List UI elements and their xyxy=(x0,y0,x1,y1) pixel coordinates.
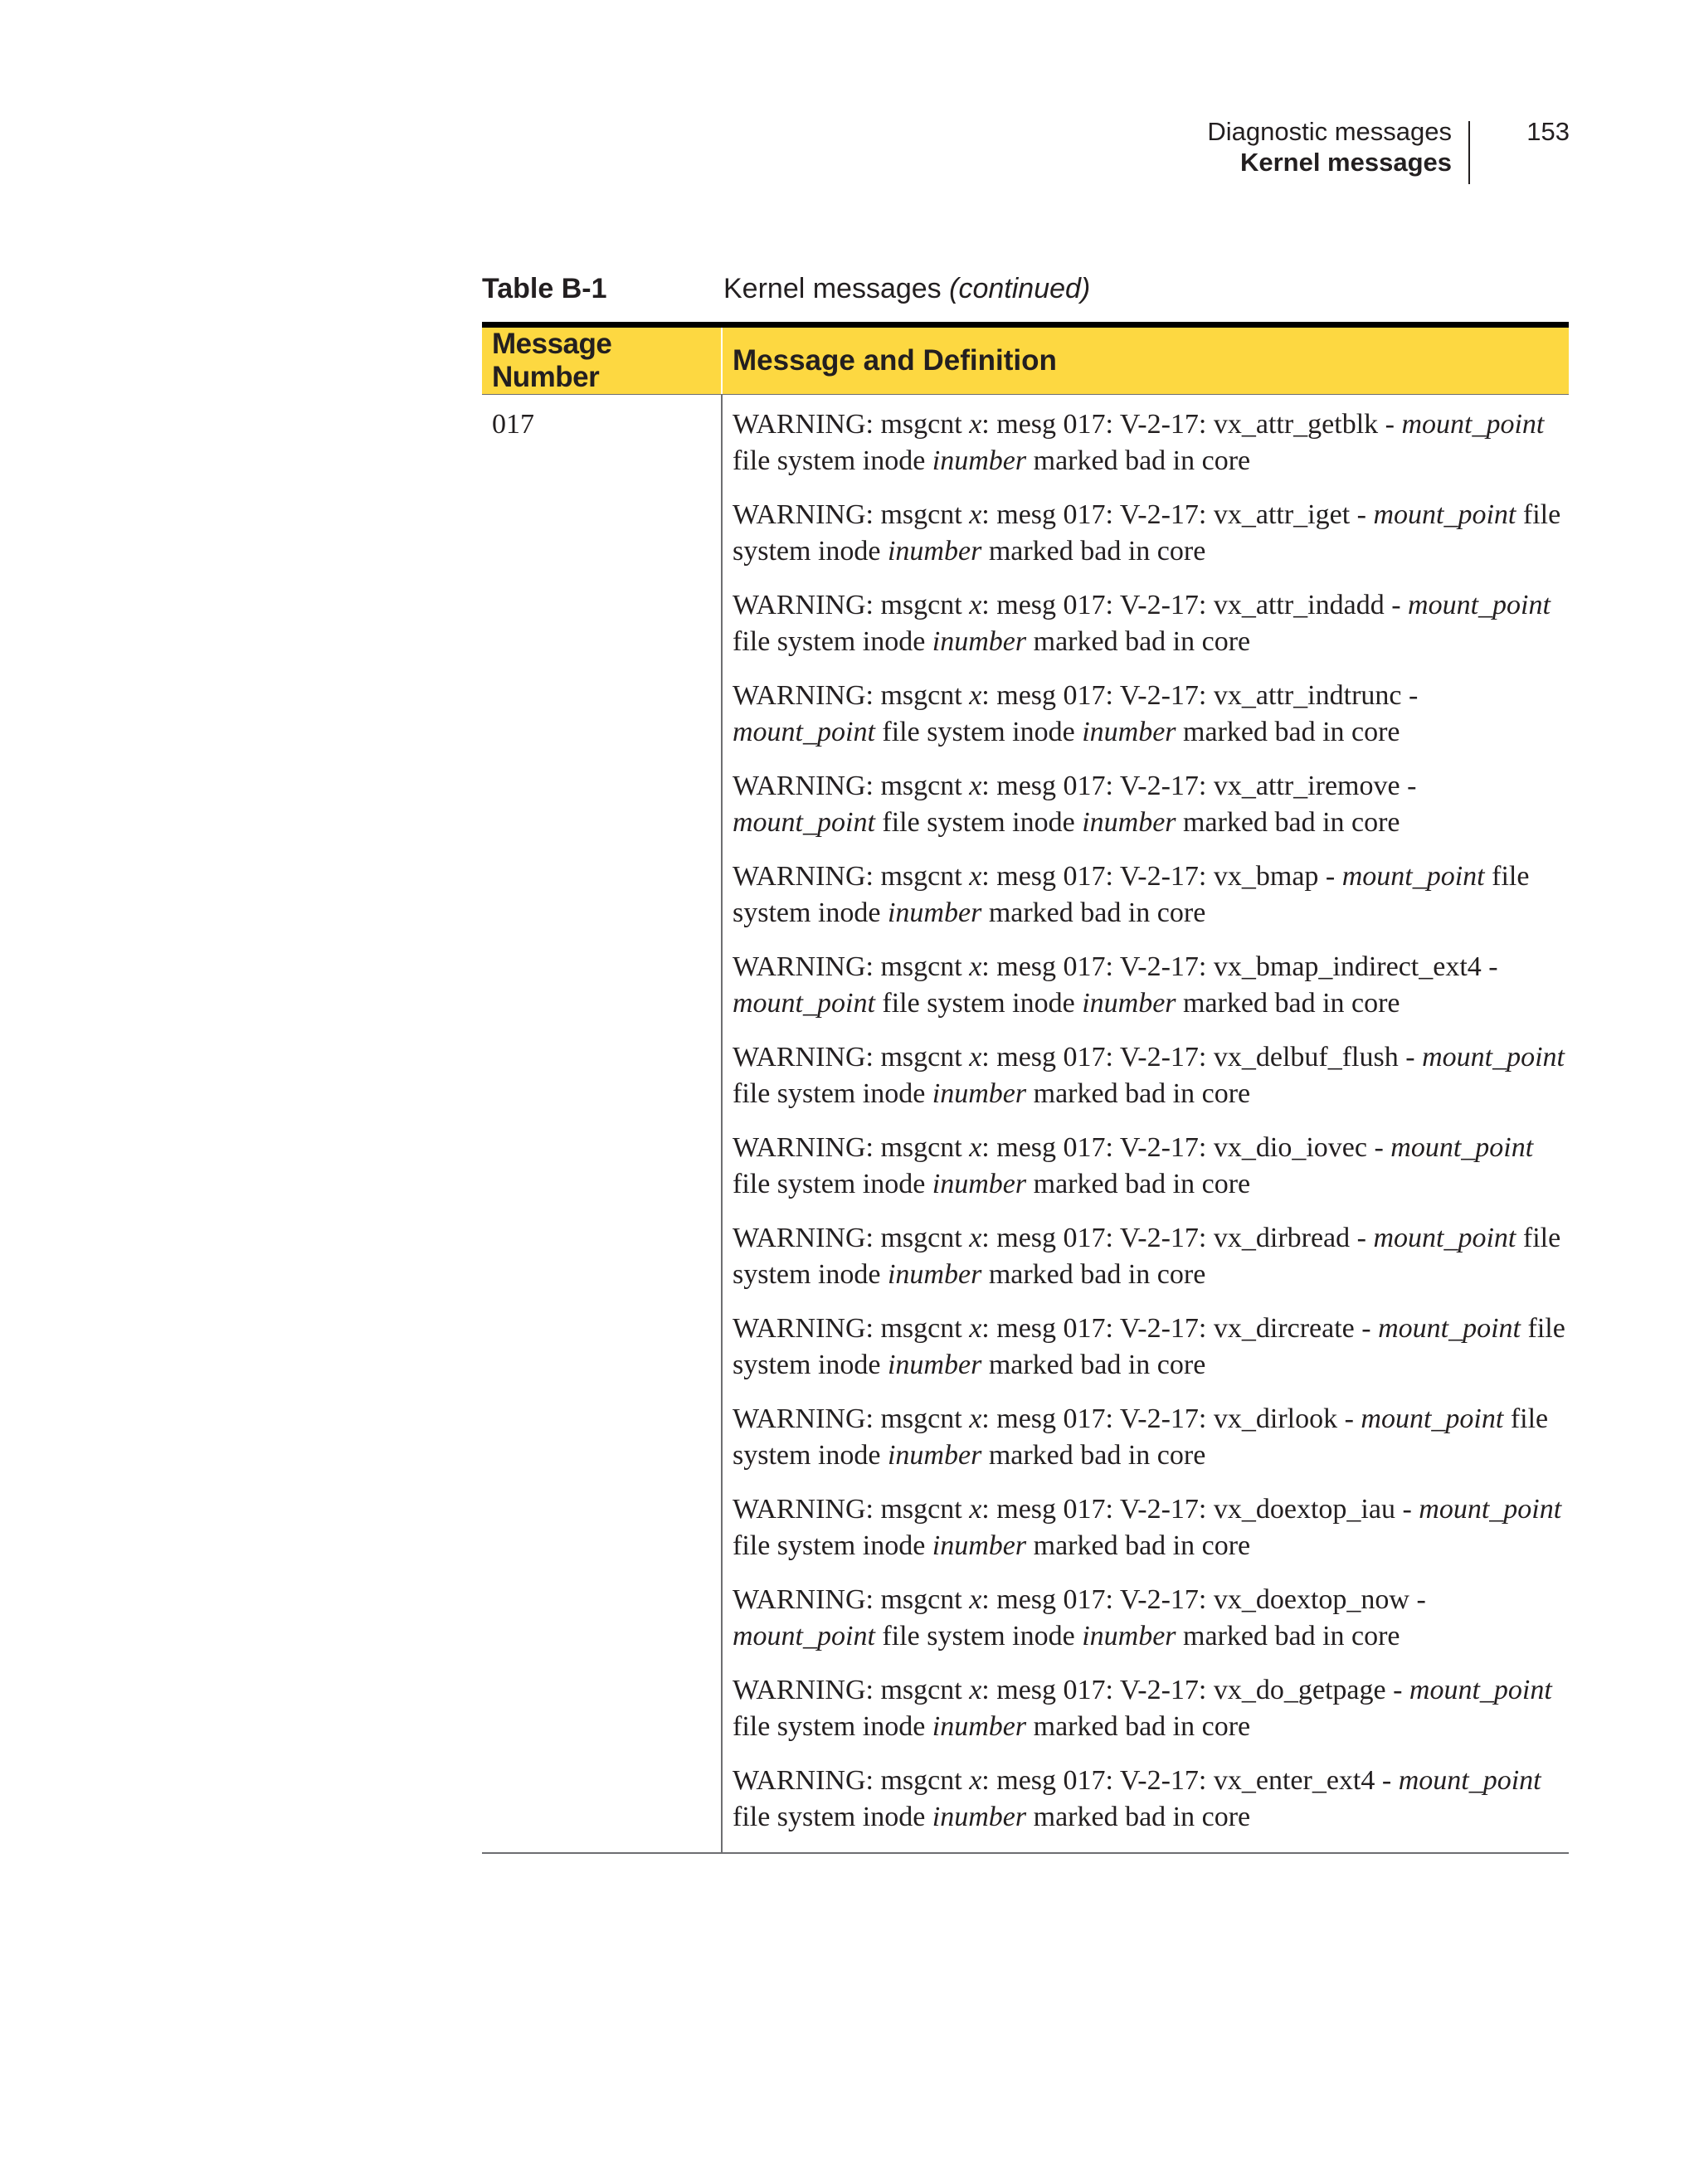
kernel-messages-table xyxy=(482,322,1569,1854)
message-mount-point: mount_point xyxy=(1390,1132,1534,1163)
message-entry xyxy=(733,587,1569,660)
message-entry xyxy=(733,1220,1569,1293)
message-entry xyxy=(733,1763,1569,1836)
message-function: : mesg 017: V-2-17: vx_enter_ext4 - xyxy=(981,1765,1399,1796)
message-entry xyxy=(733,406,1569,479)
message-prefix: WARNING: msgcnt xyxy=(733,409,970,440)
message-tail: marked bad in core xyxy=(1026,1169,1251,1199)
table-title-text: Kernel messages xyxy=(723,273,942,304)
message-mount-point: mount_point xyxy=(1422,1042,1565,1073)
message-prefix: WARNING: msgcnt xyxy=(733,1132,970,1163)
running-head-text xyxy=(1207,116,1452,178)
section-title: Kernel messages xyxy=(1239,148,1452,177)
message-prefix: WARNING: msgcnt xyxy=(733,590,970,620)
message-inode: inumber xyxy=(932,1802,1027,1832)
message-inode: inumber xyxy=(932,1169,1027,1199)
message-entry xyxy=(733,1311,1569,1384)
message-entry xyxy=(733,497,1569,570)
message-entry xyxy=(733,1582,1569,1655)
message-mount-point: mount_point xyxy=(733,717,875,747)
message-prefix: WARNING: msgcnt xyxy=(733,1223,970,1253)
message-count-var: x xyxy=(969,861,982,892)
message-inode: inumber xyxy=(1082,807,1176,838)
message-fs-text: file system inode xyxy=(733,1403,1549,1471)
message-mount-point: mount_point xyxy=(1409,1675,1552,1705)
message-inode: inumber xyxy=(1082,717,1176,747)
message-inode: inumber xyxy=(1082,1621,1176,1651)
message-mount-point: mount_point xyxy=(1398,1765,1541,1796)
message-mount-point: mount_point xyxy=(733,1621,875,1651)
message-count-var: x xyxy=(969,951,982,982)
message-inode: inumber xyxy=(887,897,982,928)
message-count-var: x xyxy=(969,1765,982,1796)
message-fs-text: file system inode xyxy=(733,1802,932,1832)
header-message-definition: Message and Definition xyxy=(733,344,1057,377)
message-prefix: WARNING: msgcnt xyxy=(733,499,970,530)
message-fs-text: file system inode xyxy=(733,445,932,476)
message-mount-point: mount_point xyxy=(1341,861,1485,892)
message-tail: marked bad in core xyxy=(981,1350,1206,1380)
message-prefix: WARNING: msgcnt xyxy=(733,1584,970,1615)
table-label: Table B-1 xyxy=(482,273,607,304)
message-tail: marked bad in core xyxy=(1176,807,1400,838)
message-tail: marked bad in core xyxy=(1026,1078,1251,1109)
message-tail: marked bad in core xyxy=(1026,1711,1251,1742)
message-mount-point: mount_point xyxy=(733,807,875,838)
message-entry xyxy=(733,1039,1569,1112)
message-entry xyxy=(733,768,1569,841)
message-fs-text: file system inode xyxy=(874,717,1083,747)
message-mount-point: mount_point xyxy=(1373,1223,1516,1253)
message-mount-point: mount_point xyxy=(1419,1494,1562,1525)
table-row xyxy=(482,395,1569,1852)
message-fs-text: file system inode xyxy=(733,499,1561,567)
message-inode: inumber xyxy=(932,626,1027,657)
message-fs-text: file system inode xyxy=(733,861,1530,928)
message-function: : mesg 017: V-2-17: vx_doextop_now - xyxy=(981,1584,1426,1615)
message-fs-text: file system inode xyxy=(733,1169,932,1199)
message-function: : mesg 017: V-2-17: vx_dio_iovec - xyxy=(981,1132,1391,1163)
message-inode: inumber xyxy=(932,1711,1027,1742)
message-count-var: x xyxy=(969,1132,982,1163)
message-mount-point: mount_point xyxy=(733,988,875,1019)
message-prefix: WARNING: msgcnt xyxy=(733,1765,970,1796)
message-number-cell: 017 xyxy=(482,395,723,1852)
message-function: : mesg 017: V-2-17: vx_bmap_indirect_ext4 - xyxy=(981,951,1498,982)
message-tail: marked bad in core xyxy=(981,1440,1206,1471)
message-function: : mesg 017: V-2-17: vx_bmap - xyxy=(981,861,1342,892)
message-tail: marked bad in core xyxy=(1026,626,1251,657)
message-entry xyxy=(733,678,1569,751)
message-prefix: WARNING: msgcnt xyxy=(733,1403,970,1434)
message-count-var: x xyxy=(969,1403,982,1434)
message-count-var: x xyxy=(969,1223,982,1253)
message-function: : mesg 017: V-2-17: vx_delbuf_flush - xyxy=(981,1042,1423,1073)
message-fs-text: file system inode xyxy=(874,807,1083,838)
message-tail: marked bad in core xyxy=(1026,445,1251,476)
message-entry xyxy=(733,1672,1569,1745)
message-entry xyxy=(733,1130,1569,1203)
message-inode: inumber xyxy=(932,1530,1027,1561)
message-mount-point: mount_point xyxy=(1408,590,1551,620)
message-count-var: x xyxy=(969,1494,982,1525)
message-count-var: x xyxy=(969,590,982,620)
message-entry xyxy=(733,949,1569,1022)
message-fs-text: file system inode xyxy=(733,1711,932,1742)
message-prefix: WARNING: msgcnt xyxy=(733,1313,970,1344)
header-message-number: Message Number xyxy=(482,328,723,394)
message-count-var: x xyxy=(969,1584,982,1615)
message-fs-text: file system inode xyxy=(733,1078,932,1109)
message-count-var: x xyxy=(969,680,982,711)
message-fs-text: file system inode xyxy=(733,1223,1561,1290)
message-inode: inumber xyxy=(887,1440,982,1471)
message-count-var: x xyxy=(969,1313,982,1344)
message-tail: marked bad in core xyxy=(981,1259,1206,1290)
message-prefix: WARNING: msgcnt xyxy=(733,1042,970,1073)
message-count-var: x xyxy=(969,771,982,801)
message-fs-text: file system inode xyxy=(733,626,932,657)
message-prefix: WARNING: msgcnt xyxy=(733,680,970,711)
message-function: : mesg 017: V-2-17: vx_attr_iremove - xyxy=(981,771,1417,801)
message-function: : mesg 017: V-2-17: vx_do_getpage - xyxy=(981,1675,1409,1705)
message-prefix: WARNING: msgcnt xyxy=(733,771,970,801)
message-tail: marked bad in core xyxy=(1176,988,1400,1019)
message-inode: inumber xyxy=(932,1078,1027,1109)
message-inode: inumber xyxy=(887,1350,982,1380)
message-prefix: WARNING: msgcnt xyxy=(733,951,970,982)
message-inode: inumber xyxy=(932,445,1027,476)
message-function: : mesg 017: V-2-17: vx_dircreate - xyxy=(981,1313,1379,1344)
message-function: : mesg 017: V-2-17: vx_dirbread - xyxy=(981,1223,1374,1253)
running-head-divider xyxy=(1468,121,1470,184)
message-function: : mesg 017: V-2-17: vx_doextop_iau - xyxy=(981,1494,1419,1525)
message-prefix: WARNING: msgcnt xyxy=(733,1494,970,1525)
message-function: : mesg 017: V-2-17: vx_dirlook - xyxy=(981,1403,1361,1434)
message-fs-text: file system inode xyxy=(874,988,1083,1019)
message-count-var: x xyxy=(969,1042,982,1073)
message-fs-text: file system inode xyxy=(733,1530,932,1561)
message-mount-point: mount_point xyxy=(1378,1313,1521,1344)
message-mount-point: mount_point xyxy=(1373,499,1516,530)
table-title xyxy=(723,272,1090,305)
message-function: : mesg 017: V-2-17: vx_attr_indtrunc - xyxy=(981,680,1419,711)
message-definition-cell xyxy=(723,395,1569,1852)
message-count-var: x xyxy=(969,1675,982,1705)
table-continued-note: (continued) xyxy=(949,273,1091,304)
message-entry xyxy=(733,859,1569,931)
table-header-row xyxy=(482,328,1569,395)
message-tail: marked bad in core xyxy=(981,536,1206,567)
message-inode: inumber xyxy=(887,1259,982,1290)
message-mount-point: mount_point xyxy=(1361,1403,1504,1434)
message-count-var: x xyxy=(969,409,982,440)
message-prefix: WARNING: msgcnt xyxy=(733,1675,970,1705)
chapter-title: Diagnostic messages xyxy=(1207,117,1452,146)
message-tail: marked bad in core xyxy=(1026,1802,1251,1832)
page-number: 153 xyxy=(1526,117,1570,146)
message-tail: marked bad in core xyxy=(981,897,1206,928)
message-fs-text: file system inode xyxy=(733,1313,1565,1380)
message-tail: marked bad in core xyxy=(1176,1621,1400,1651)
message-tail: marked bad in core xyxy=(1176,717,1400,747)
message-inode: inumber xyxy=(887,536,982,567)
message-entry xyxy=(733,1491,1569,1564)
message-tail: marked bad in core xyxy=(1026,1530,1251,1561)
message-entry xyxy=(733,1401,1569,1474)
message-mount-point: mount_point xyxy=(1401,409,1545,440)
message-function: : mesg 017: V-2-17: vx_attr_iget - xyxy=(981,499,1374,530)
message-count-var: x xyxy=(969,499,982,530)
message-fs-text: file system inode xyxy=(874,1621,1083,1651)
message-inode: inumber xyxy=(1082,988,1176,1019)
message-function: : mesg 017: V-2-17: vx_attr_indadd - xyxy=(981,590,1409,620)
message-function: : mesg 017: V-2-17: vx_attr_getblk - xyxy=(981,409,1402,440)
message-prefix: WARNING: msgcnt xyxy=(733,861,970,892)
